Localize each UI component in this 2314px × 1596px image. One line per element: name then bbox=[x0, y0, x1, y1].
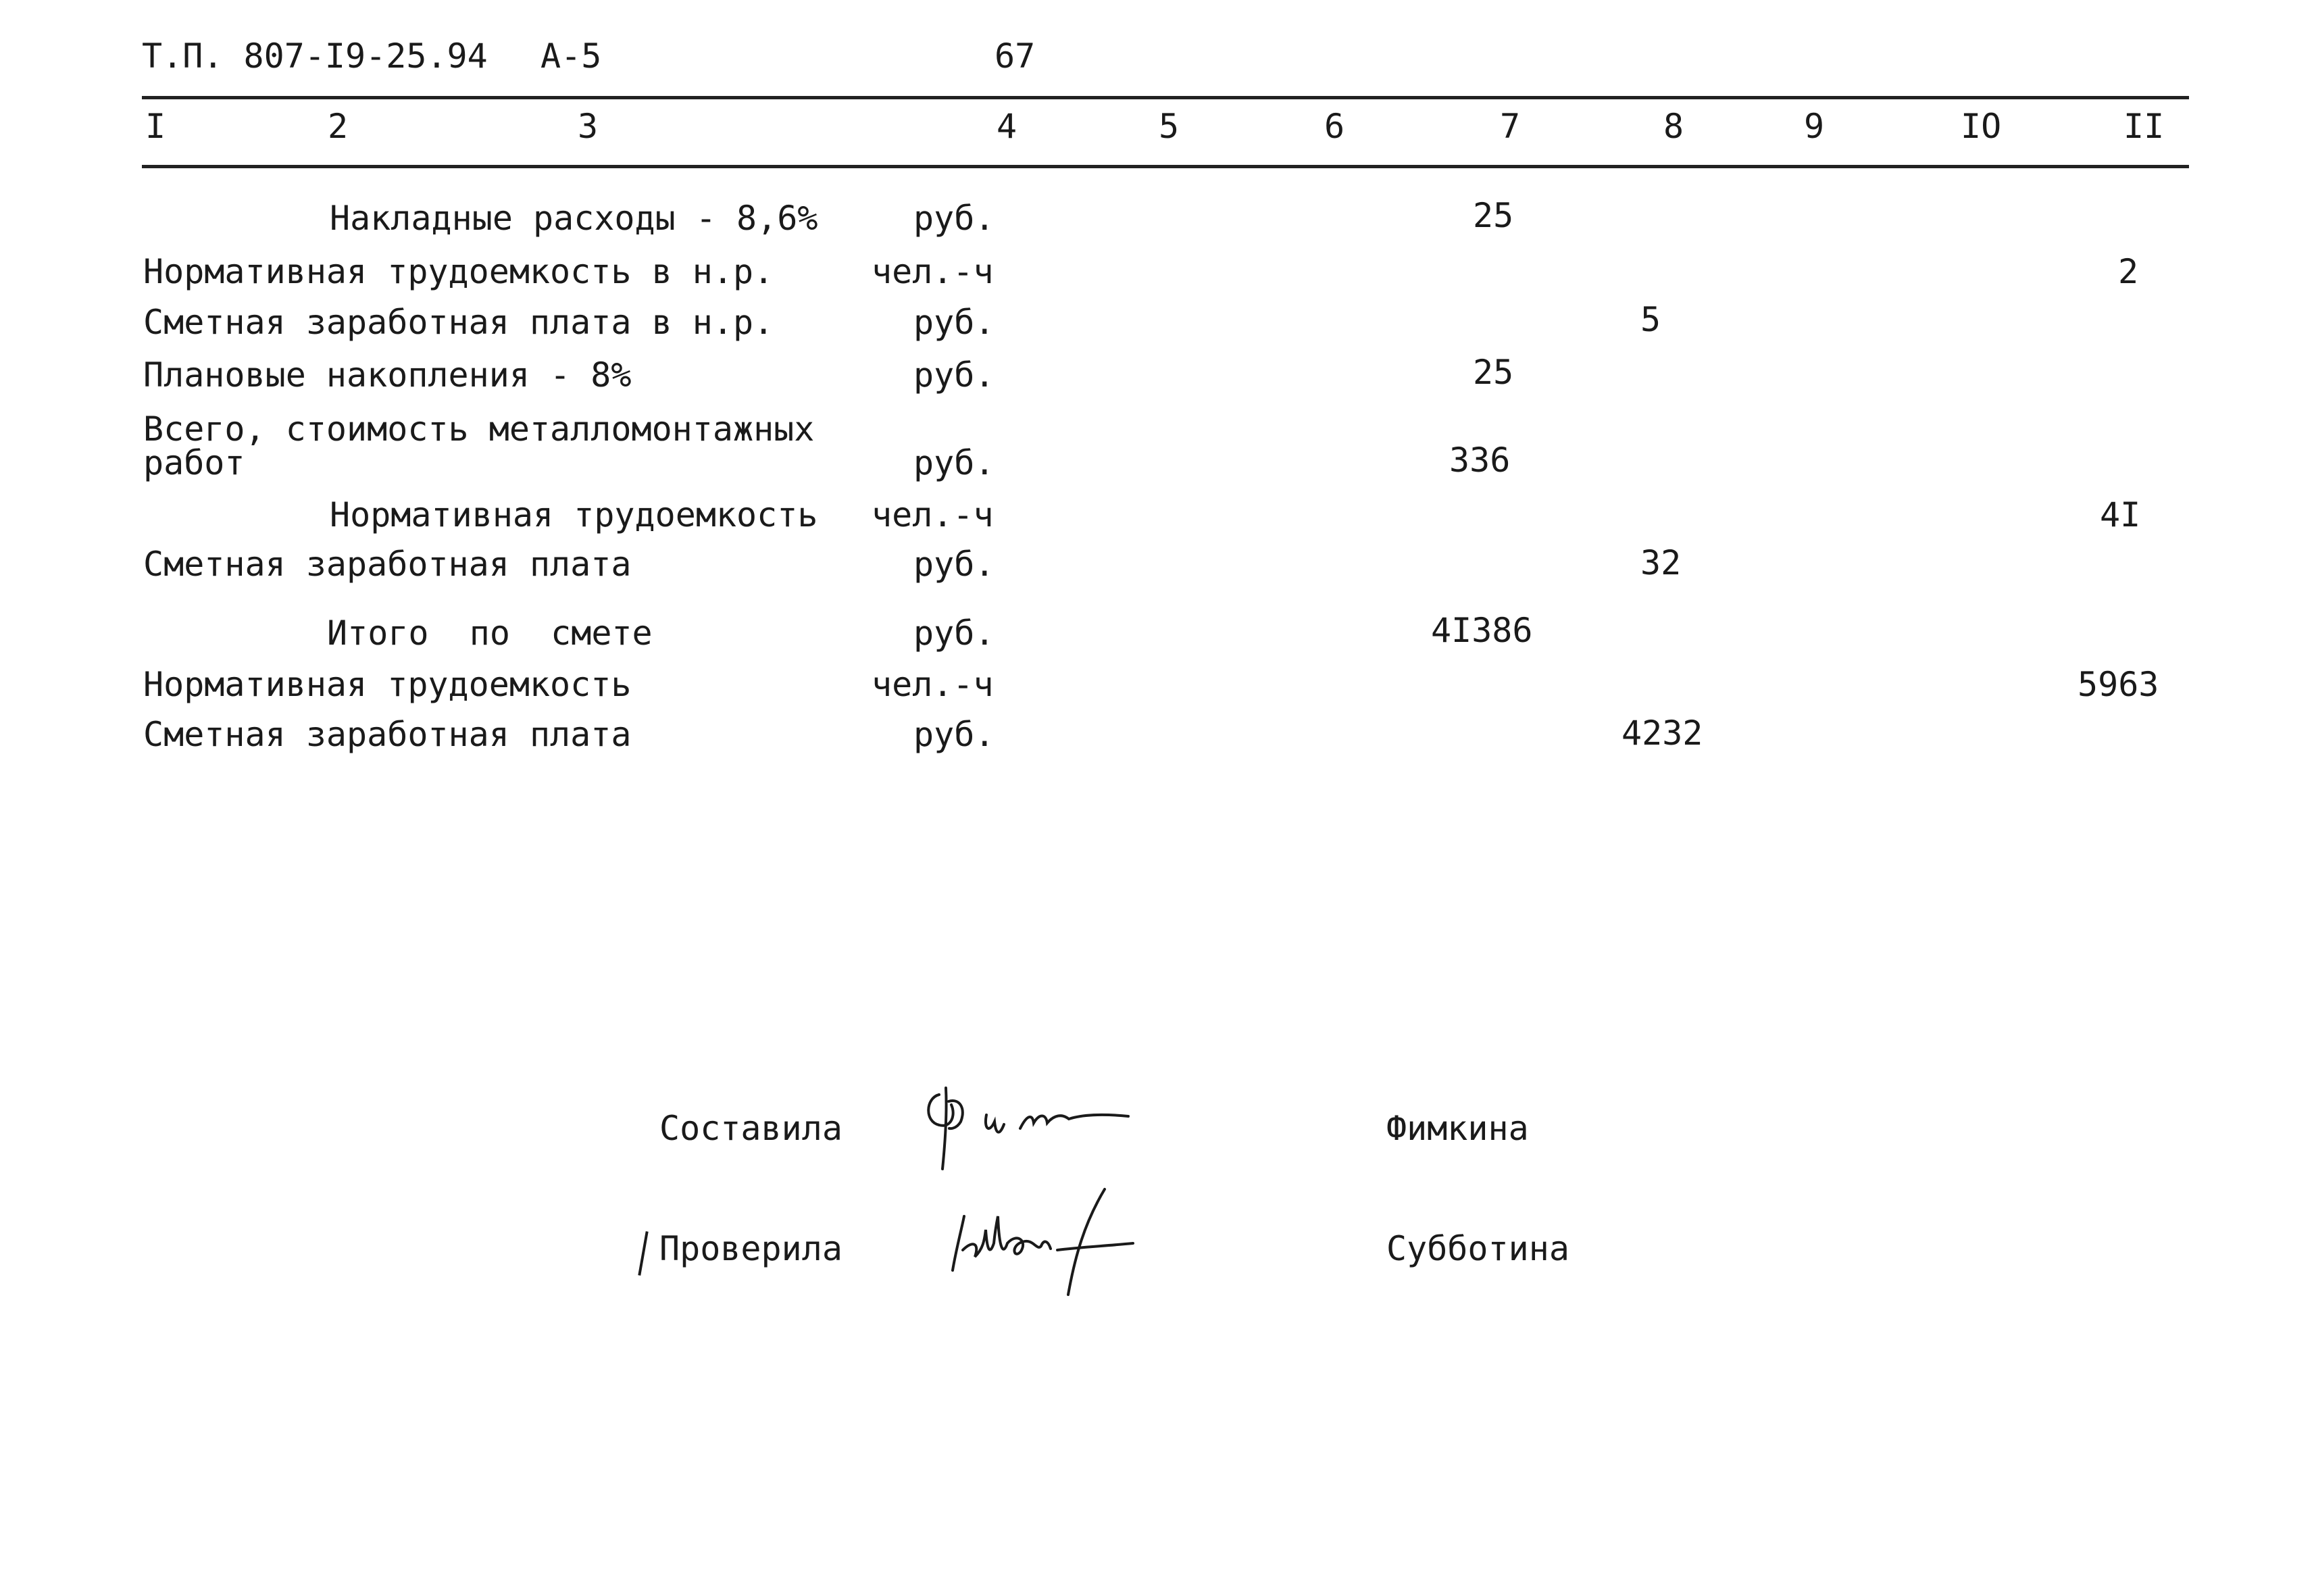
row-label: Сметная заработная плата в н.р. bbox=[143, 303, 774, 342]
row-label-continued: работ bbox=[143, 443, 245, 482]
compiled-by-name: Фимкина bbox=[1386, 1109, 1529, 1148]
row-value-col11: 2 bbox=[2118, 252, 2139, 291]
row-unit: руб. bbox=[913, 355, 995, 395]
row-label: Плановые накопления - 8% bbox=[143, 355, 632, 395]
compiled-signature bbox=[919, 1074, 1149, 1176]
column-header-2: 2 bbox=[328, 107, 349, 146]
header-top-rule bbox=[142, 96, 2189, 99]
row-label: Накладные расходы - 8,6% bbox=[330, 199, 818, 238]
row-unit: чел.-ч bbox=[872, 252, 994, 291]
header-bottom-rule bbox=[142, 165, 2189, 168]
column-header-9: 9 bbox=[1804, 107, 1825, 146]
total-label: Итого по смете bbox=[327, 614, 653, 653]
row-value-col8: 5 bbox=[1640, 300, 1661, 339]
row-value-col11: 4I bbox=[2100, 495, 2141, 534]
doc-code: Т.П. 807-I9-25.94 bbox=[142, 36, 488, 76]
row-unit: руб. bbox=[913, 443, 995, 482]
checked-by-name: Субботина bbox=[1386, 1229, 1569, 1268]
row-value-col7: 25 bbox=[1473, 196, 1514, 235]
row-value-col8: 4232 bbox=[1621, 714, 1703, 753]
row-unit: руб. bbox=[913, 715, 995, 754]
row-unit: руб. bbox=[913, 303, 995, 342]
row-label: Нормативная трудоемкость в н.р. bbox=[143, 252, 774, 291]
column-header-6: 6 bbox=[1324, 107, 1345, 146]
album-number: А-5 bbox=[540, 36, 602, 76]
row-value-col8: 32 bbox=[1640, 543, 1682, 582]
row-label: Нормативная трудоемкость bbox=[330, 495, 818, 534]
row-unit: руб. bbox=[913, 545, 995, 584]
margin-tick-mark bbox=[638, 1231, 648, 1276]
column-header-11: II bbox=[2123, 107, 2165, 146]
row-unit: чел.-ч bbox=[872, 495, 994, 534]
column-header-7: 7 bbox=[1500, 107, 1521, 146]
row-unit: руб. bbox=[913, 199, 995, 238]
row-value-col7: 25 bbox=[1473, 353, 1514, 392]
page-number: 67 bbox=[995, 36, 1036, 76]
row-label: Сметная заработная плата bbox=[143, 545, 632, 584]
total-value-col7: 4I386 bbox=[1431, 611, 1533, 650]
checked-signature bbox=[942, 1176, 1152, 1297]
column-header-3: 3 bbox=[578, 107, 599, 146]
column-header-5: 5 bbox=[1159, 107, 1180, 146]
row-unit: руб. bbox=[913, 614, 995, 653]
row-value-col11: 5963 bbox=[2078, 665, 2159, 704]
column-header-8: 8 bbox=[1663, 107, 1684, 146]
row-label: Сметная заработная плата bbox=[143, 715, 632, 754]
row-label: Нормативная трудоемкость bbox=[143, 665, 632, 704]
checked-by-label: Проверила bbox=[659, 1229, 842, 1268]
compiled-by-label: Составила bbox=[659, 1109, 842, 1148]
column-header-10: IO bbox=[1961, 107, 2002, 146]
row-label: Всего, стоимость металломонтажных bbox=[143, 409, 815, 449]
column-header-4: 4 bbox=[997, 107, 1017, 146]
row-value-col7: 336 bbox=[1449, 441, 1511, 480]
column-header-1: I bbox=[145, 107, 166, 146]
row-unit: чел.-ч bbox=[872, 665, 994, 704]
